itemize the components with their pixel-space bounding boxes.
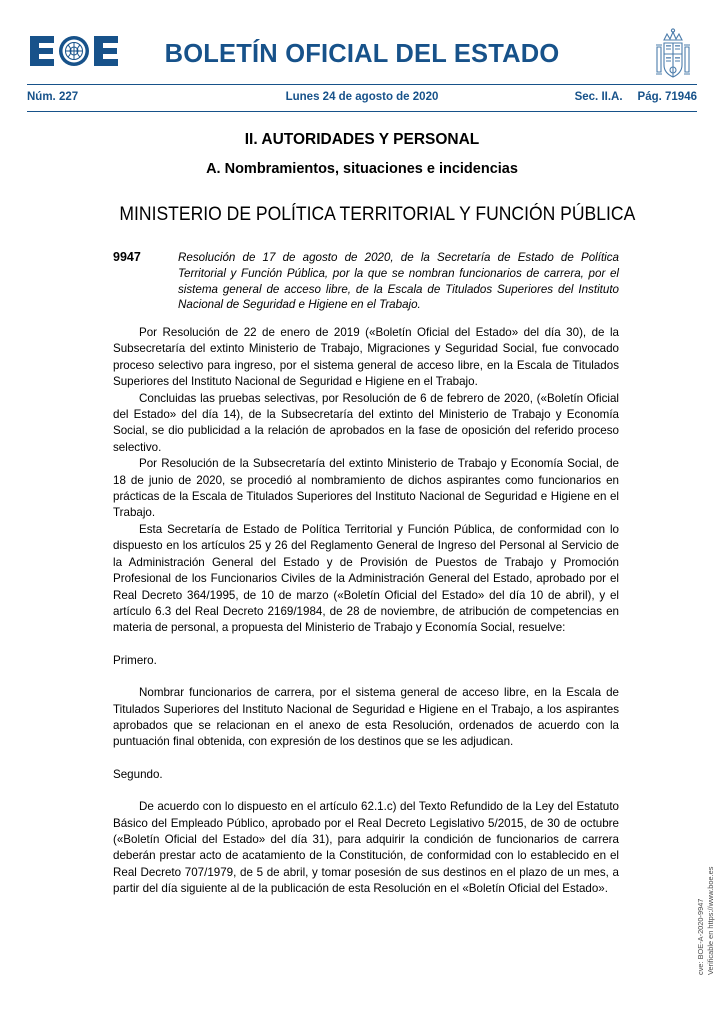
issue-number: Núm. 227 bbox=[27, 91, 79, 103]
section-code: Sec. II.A. bbox=[574, 91, 623, 103]
article-number: 9947 bbox=[113, 250, 141, 264]
body-paragraph: Por Resolución de 22 de enero de 2019 («Boletín Oficial del Estado» del día 30), de la Subsecretaría del extinto Ministerio de Trabajo, Migraciones y Seguridad Social, fue convocado proceso selectivo para ingreso, por el sistema general de acceso libre, en la Escala de Titulados Superiores del Instituto Nacional de Seguridad e Higiene en el Trabajo. bbox=[113, 326, 619, 389]
page-number: Pág. 71946 bbox=[637, 91, 697, 103]
body-paragraph-primero: Nombrar funcionarios de carrera, por el sistema general de acceso libre, en la Escala de Titulados Superiores del Instituto Nacional de Seguridad e Higiene en el Trabajo, a los aspirantes aprobados que se relacionan en el anexo de esta Resolución, ordenados de acuerdo con la puntuación final obtenida, con expresión de los destinos que se les adjudican. bbox=[113, 686, 619, 749]
cve-code: cve: BOE-A-2020-9947 bbox=[696, 898, 705, 975]
ministry-heading: MINISTERIO DE POLÍTICA TERRITORIAL Y FUNCIÓN PÚBLICA bbox=[119, 203, 636, 225]
spain-coat-of-arms-icon bbox=[649, 27, 697, 82]
body-paragraph: Por Resolución de la Subsecretaría del extinto Ministerio de Trabajo y Economía Social, de 18 de junio de 2020, se procedió al nombramiento de dichos aspirantes como funcionarios en prácticas de la Escala de Titulados Superiores del Instituto Nacional de Seguridad e Higiene en el Trabajo. bbox=[113, 457, 619, 520]
ordinal-label-primero: Primero. bbox=[113, 653, 157, 667]
body-paragraph: Esta Secretaría de Estado de Política Territorial y Función Pública, de conformidad con lo dispuesto en los artículos 25 y 26 del Reglamento General de Ingreso del Personal al Servicio de la Administración General del Estado y de Provisión de Puestos de Trabajo y Promoción Profesional de los Funcionarios Civiles de la Administración General del Estado, aprobado por el Real Decreto 364/1995, de 10 de marzo («Boletín Oficial del Estado» del día 10 de abril), y el artículo 6.3 del Real Decreto 2169/1984, de 28 de noviembre, de atribución de competencias en materia de personal, a propuesta del Ministerio de Trabajo y Economía Social, resuelve: bbox=[113, 522, 619, 635]
masthead-title: BOLETÍN OFICIAL DEL ESTADO bbox=[164, 40, 560, 68]
infobar-right-group bbox=[575, 91, 697, 103]
ordinal-label-segundo: Segundo. bbox=[113, 767, 163, 781]
cve-verify-url: Verificable en https://www.boe.es bbox=[706, 866, 715, 975]
section-heading: II. AUTORIDADES Y PERSONAL bbox=[244, 131, 480, 148]
issue-date: Lunes 24 de agosto de 2020 bbox=[285, 91, 439, 103]
body-paragraph: Concluidas las pruebas selectivas, por Resolución de 6 de febrero de 2020, («Boletín Oficial del Estado» del día 14), de la Subsecretaría del extinto del Ministerio de Trabajo y Economía Social, se dio publicidad a la relación de aprobados en la fase de oposición del referido proceso selectivo. bbox=[113, 391, 619, 454]
cve-verification-block bbox=[684, 760, 714, 980]
body-paragraph-segundo: De acuerdo con lo dispuesto en el artículo 62.1.c) del Texto Refundido de la Ley del Estatuto Básico del Empleado Público, aprobado por el Real Decreto Legislativo 5/2015, de 30 de octubre («Boletín Oficial del Estado» del día 31), para adquirir la condición de funcionarios de carrera deberán prestar acto de acatamiento de la Constitución, de conformidad con lo establecido en el Real Decreto 707/1979, de 5 de abril, y tomar posesión de sus destinos en el plazo de un mes, a partir del día siguiente al de la publicación de esta Resolución en el «Boletín Oficial del Estado». bbox=[113, 800, 619, 896]
masthead bbox=[0, 0, 724, 84]
subsection-heading: A. Nombramientos, situaciones e incidencias bbox=[206, 161, 518, 177]
article-block bbox=[113, 250, 619, 313]
article-summary: Resolución de 17 de agosto de 2020, de la Secretaría de Estado de Política Territorial y Función Pública, por la que se nombran funcionarios de carrera, por el sistema general de acceso libre, de la Escala de Titulados Superiores del Instituto Nacional de Seguridad e Higiene en el Trabajo. bbox=[178, 251, 619, 312]
header-infobar bbox=[27, 84, 697, 112]
document-body bbox=[113, 325, 619, 898]
